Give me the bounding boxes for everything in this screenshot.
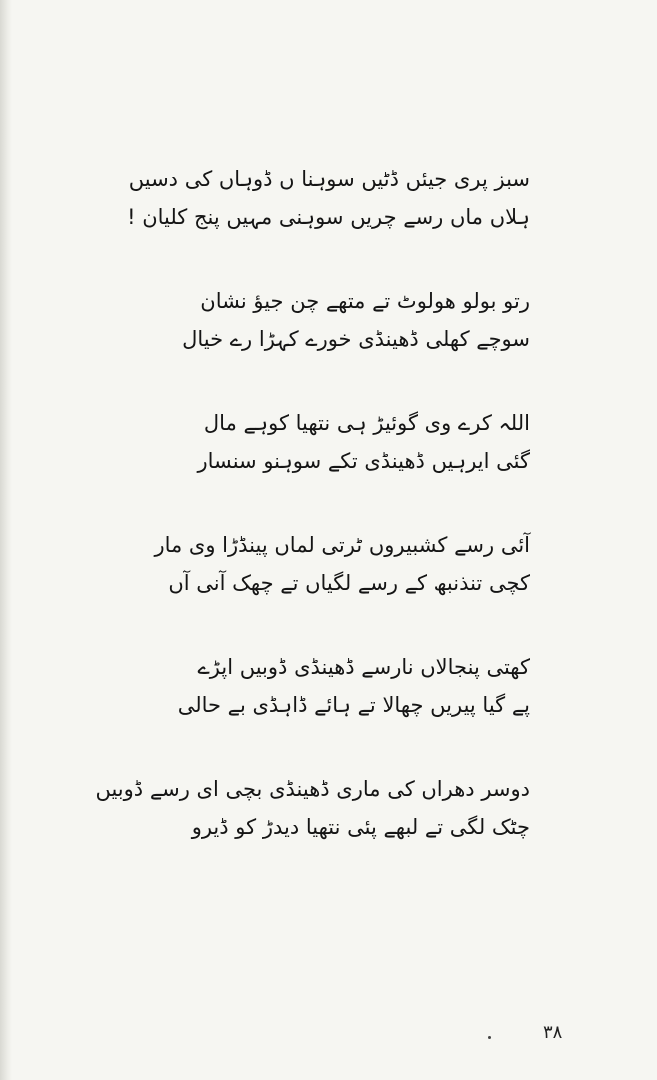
poem-line: گئی ایرہیں ڈھینڈی تکے سوہنو سنسار xyxy=(197,449,530,473)
poem-line: کچی تنذنبھ کے رسے لگیاں تے چھک آنی آں xyxy=(168,571,530,595)
poem-line: سبز پری جیئں ڈٹیں سوہنا ں ڈوہاں کی دسیں xyxy=(128,167,530,191)
binding-edge xyxy=(0,0,12,1080)
stanza-6 xyxy=(95,770,530,846)
page-number: ۳۸ xyxy=(543,1022,563,1043)
poem-line: پے گیا پیریں چھالا تے ہائے ڈاہڈی بے حالی xyxy=(177,693,530,717)
poem-line: چٹک لگی تے لبھے پئی نتھیا دیدڑ کو ڈیرو xyxy=(191,815,530,839)
poem-line: آئی رسے کشبیروں ٹرتی لماں پینڈڑا وی مار xyxy=(154,533,530,557)
print-speck xyxy=(488,1036,491,1039)
poem xyxy=(95,160,530,846)
poem-line: ہلاں ماں رسے چریں سوہنی مہیں پنج کلیان ! xyxy=(127,205,530,229)
stanza-2 xyxy=(180,282,530,358)
stanza-3 xyxy=(180,404,530,480)
stanza-5 xyxy=(177,648,530,724)
stanza-1 xyxy=(127,160,530,236)
poem-line: کھتی پنجالاں نارسے ڈھینڈی ڈوبیں اپڑے xyxy=(197,655,530,679)
poem-line: رتو بولو ھولوٹ تے متھے چن جیؤ نشان xyxy=(200,289,530,313)
poem-line: سوچے کھلی ڈھینڈی خورے کہڑا رے خیال xyxy=(182,327,530,351)
stanza-4 xyxy=(154,526,530,602)
poem-line: دوسر دھراں کی ماری ڈھینڈی بچی ای رسے ڈوبیں xyxy=(95,777,530,801)
poem-line: اللہ کرے وی گوئیڑ ہی نتھیا کوہے مال xyxy=(203,411,530,435)
